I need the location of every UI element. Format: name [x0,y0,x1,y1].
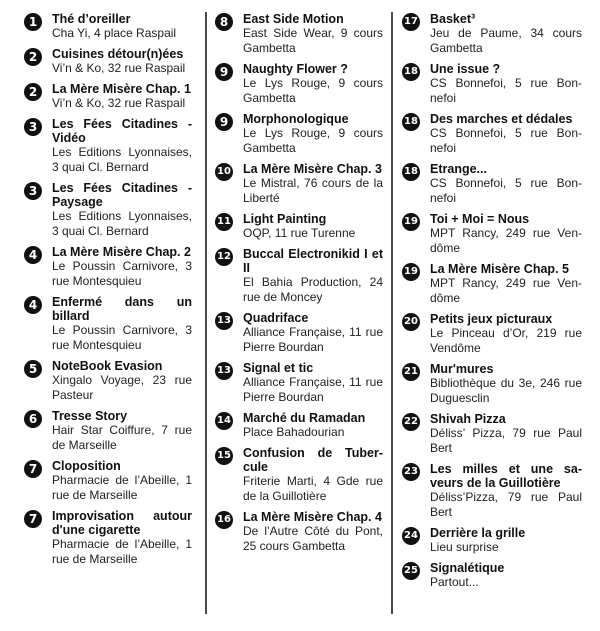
entry-number-badge: 2 [24,48,42,66]
entry-location: Place Bahadourian [243,425,345,439]
listing-entry [402,561,582,590]
entry-number-badge: 17 [402,13,420,31]
listing-entry [402,162,582,206]
entry-title: Morphonologique [243,112,349,126]
entry-location: Déliss’Pizza, 79 rue Paul Bert [430,490,582,519]
entry-location: MPT Rancy, 249 rue Ven-dôme [430,276,582,305]
entry-number-badge: 3 [24,118,42,136]
entry-number-badge: 7 [24,510,42,528]
entry-number-badge: 19 [402,213,420,231]
entry-location: CS Bonnefoi, 5 rue Bon-nefoi [430,126,582,155]
listing-entry [24,359,192,403]
listing-entry [215,62,383,106]
listing-entry [215,112,383,156]
entry-number-badge: 14 [215,412,233,430]
entry-title: Etrange... [430,162,487,176]
entry-location: Déliss’ Pizza, 79 rue Paul Bert [430,426,582,455]
entry-number-badge: 18 [402,163,420,181]
listing-column-2 [215,12,383,560]
entry-location: Alliance Française, 11 rue Pierre Bourdan [243,325,383,354]
entry-title: Les Fées Citadines - Vidéo [52,117,192,145]
entry-location: Le Poussin Carnivore, 3 rue Montesquieu [52,323,192,352]
entry-number-badge: 9 [215,113,233,131]
listing-entry [402,62,582,106]
entry-title: Marché du Ramadan [243,411,366,425]
entry-title: Les Fées Citadines - Paysage [52,181,192,209]
entry-location: De l’Autre Côté du Pont, 25 cours Gambetta [243,524,383,553]
entry-title: Signalétique [430,561,505,575]
entry-title: East Side Motion [243,12,344,26]
column-divider [205,12,207,614]
entry-title: La Mère Misère Chap. 4 [243,510,382,524]
entry-location: Partout... [430,575,479,589]
listing-entry [215,361,383,405]
listing-entry [402,462,582,520]
entry-number-badge: 15 [215,447,233,465]
entry-title: Une issue ? [430,62,501,76]
entry-number-badge: 4 [24,246,42,264]
entry-location: CS Bonnefoi, 5 rue Bon-nefoi [430,176,582,205]
entry-title: Light Painting [243,212,327,226]
entry-number-badge: 24 [402,527,420,545]
listing-entry [215,162,383,206]
entry-number-badge: 22 [402,413,420,431]
entry-number-badge: 5 [24,360,42,378]
listing-entry [215,212,383,241]
entry-title: Buccal Electronikid I et II [243,247,383,275]
entry-title: Tresse Story [52,409,128,423]
entry-location: Le Pinceau d’Or, 219 rue Vendôme [430,326,582,355]
listing-entry [24,47,192,76]
entry-number-badge: 6 [24,410,42,428]
entry-title: Petits jeux picturaux [430,312,553,326]
entry-number-badge: 12 [215,248,233,266]
entry-location: Les Editions Lyonnaises, 3 quai Cl. Bernard [52,209,192,238]
listing-entry [215,510,383,554]
entry-number-badge: 3 [24,182,42,200]
entry-location: Le Lys Rouge, 9 cours Gambetta [243,126,383,155]
listing-column-3 [402,12,582,596]
listing-entry [402,362,582,406]
entry-number-badge: 1 [24,13,42,31]
entry-number-badge: 21 [402,363,420,381]
entry-location: Bibliothèque du 3e, 246 rue Duguesclin [430,376,582,405]
listing-entry [24,245,192,289]
entry-title: Quadriface [243,311,309,325]
listing-entry [402,412,582,456]
entry-number-badge: 18 [402,113,420,131]
listing-entry [24,459,192,503]
entry-number-badge: 19 [402,263,420,281]
entry-location: Vi’n & Ko, 32 rue Raspail [52,61,186,75]
entry-number-badge: 2 [24,83,42,101]
listing-column-1 [24,12,192,573]
entry-title: Signal et tic [243,361,314,375]
column-divider [391,12,393,614]
entry-location: Le Mistral, 76 cours de la Liberté [243,176,383,205]
entry-location: Le Poussin Carnivore, 3 rue Montesquieu [52,259,192,288]
entry-number-badge: 16 [215,511,233,529]
entry-title: Cuisines détour(n)ées [52,47,184,61]
entry-title: La Mère Misère Chap. 3 [243,162,382,176]
entry-location: Xingalo Voyage, 23 rue Pasteur [52,373,192,402]
entry-location: Jeu de Paume, 34 cours Gambetta [430,26,582,55]
entry-number-badge: 10 [215,163,233,181]
listing-entry [402,12,582,56]
entry-location: El Bahia Production, 24 rue de Moncey [243,275,383,304]
listing-entry [215,411,383,440]
entry-number-badge: 18 [402,63,420,81]
entry-title: La Mère Misère Chap. 2 [52,245,191,259]
entry-title: La Mère Misère Chap. 5 [430,262,569,276]
listing-entry [215,12,383,56]
entry-location: Vi’n & Ko, 32 rue Raspail [52,96,186,110]
listing-entry [215,311,383,355]
listing-entry [24,295,192,353]
entry-location: Les Editions Lyonnaises, 3 quai Cl. Bernard [52,145,192,174]
listing-entry [402,262,582,306]
entry-location: Friterie Marti, 4 Gde rue de la Guillotière [243,474,383,503]
entry-title: Thé d’oreiller [52,12,131,26]
entry-location: CS Bonnefoi, 5 rue Bon-nefoi [430,76,582,105]
entry-location: MPT Rancy, 249 rue Ven-dôme [430,226,582,255]
entry-title: NoteBook Evasion [52,359,163,373]
entry-title: Les milles et une sa-veurs de la Guillotière [430,462,582,490]
entry-title: Naughty Flower ? [243,62,348,76]
entry-number-badge: 7 [24,460,42,478]
entry-location: Alliance Française, 11 rue Pierre Bourdan [243,375,383,404]
entry-title: Enfermé dans un billard [52,295,192,323]
entry-number-badge: 9 [215,63,233,81]
entry-title: Basket³ [430,12,476,26]
listing-entry [402,112,582,156]
entry-location: Cha Yi, 4 place Raspail [52,26,177,40]
entry-title: Shivah Pizza [430,412,506,426]
listing-entry [215,247,383,305]
entry-location: Hair Star Coiffure, 7 rue de Marseille [52,423,192,452]
entry-number-badge: 20 [402,313,420,331]
entry-number-badge: 13 [215,362,233,380]
listing-entry [24,117,192,175]
entry-title: Confusion de Tuber-cule [243,446,383,474]
entry-title: Mur'mures [430,362,494,376]
entry-title: Toi + Moi = Nous [430,212,530,226]
listing-entry [24,12,192,41]
entry-title: Improvisation autour d'une cigarette [52,509,192,537]
listing-entry [24,509,192,567]
entry-number-badge: 13 [215,312,233,330]
entry-location: Pharmacie de l’Abeille, 1 rue de Marseille [52,537,192,566]
entry-location: OQP, 11 rue Turenne [243,226,356,240]
entry-location: Pharmacie de l’Abeille, 1 rue de Marseille [52,473,192,502]
entry-title: Derrière la grille [430,526,526,540]
entry-location: Lieu surprise [430,540,499,554]
entry-number-badge: 8 [215,13,233,31]
listing-entry [402,212,582,256]
listing-entry [24,181,192,239]
entry-location: East Side Wear, 9 cours Gambetta [243,26,383,55]
entry-number-badge: 25 [402,562,420,580]
listing-entry [215,446,383,504]
entry-number-badge: 23 [402,463,420,481]
entry-title: La Mère Misère Chap. 1 [52,82,191,96]
listing-entry [24,82,192,111]
entry-number-badge: 11 [215,213,233,231]
listing-entry [402,526,582,555]
entry-title: Des marches et dédales [430,112,573,126]
listing-entry [402,312,582,356]
listing-entry [24,409,192,453]
entry-number-badge: 4 [24,296,42,314]
entry-location: Le Lys Rouge, 9 cours Gambetta [243,76,383,105]
entry-title: Cloposition [52,459,121,473]
